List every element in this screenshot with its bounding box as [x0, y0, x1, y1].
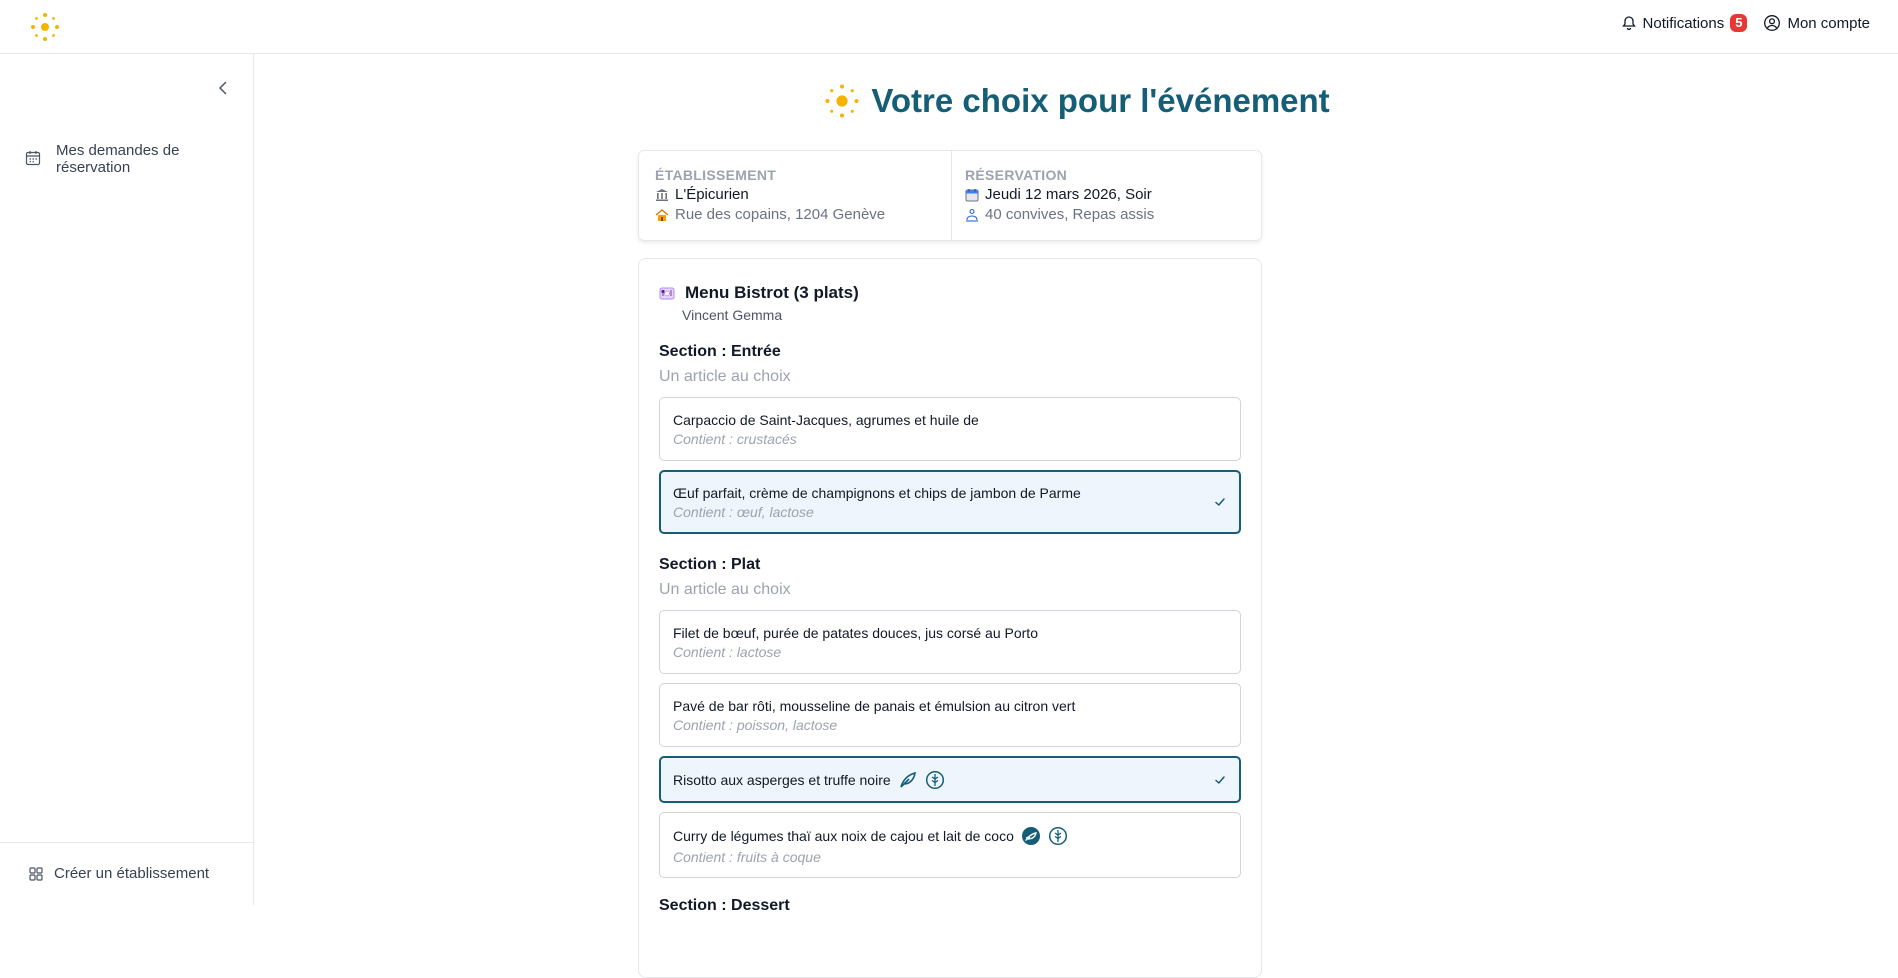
menu-option[interactable] [659, 812, 1241, 878]
check-icon [1213, 773, 1227, 787]
reservation-info [951, 151, 1261, 240]
option-name: Œuf parfait, crème de champignons et chips de jambon de Parme [673, 484, 1081, 501]
bank-building-icon [655, 188, 669, 202]
reservation-date: Jeudi 12 mars 2026, Soir [985, 186, 1152, 203]
option-allergens: Contient : poisson, lactose [673, 716, 838, 733]
establishment-label: ÉTABLISSEMENT [655, 167, 777, 183]
vegan-icon [1021, 826, 1041, 846]
section-subtitle: Un article au choix [659, 368, 791, 385]
account-button[interactable] [1763, 14, 1870, 32]
notifications-button[interactable] [1621, 14, 1748, 32]
option-name-row [673, 770, 1227, 790]
establishment-info [639, 151, 951, 240]
user-circle-icon [1763, 14, 1781, 32]
menu-option[interactable] [659, 397, 1241, 461]
calendar-date-icon [965, 188, 979, 202]
menu-option-selected[interactable] [659, 470, 1241, 534]
grid-icon [28, 866, 44, 882]
section-title: Section : Plat [659, 556, 761, 573]
top-bar [0, 0, 1898, 54]
create-establishment-label: Créer un établissement [54, 865, 210, 882]
establishment-name: L'Épicurien [675, 186, 749, 203]
option-allergens: Contient : crustacés [673, 430, 797, 447]
page-title-text: Votre choix pour l'événement [871, 82, 1330, 119]
sidebar-item-reservation-requests[interactable] [24, 142, 234, 176]
sidebar-footer [0, 842, 254, 905]
menu-card [638, 258, 1262, 978]
menu-option[interactable] [659, 610, 1241, 674]
calendar-icon [24, 149, 42, 167]
sidebar-item-label: Mes demandes de réservation [56, 142, 180, 176]
option-allergens: Contient : fruits à coque [673, 848, 821, 865]
reservation-guests-row [965, 205, 1245, 225]
account-label: Mon compte [1787, 14, 1870, 32]
option-allergens: Contient : œuf, lactose [673, 503, 814, 520]
reservation-label: RÉSERVATION [965, 167, 1068, 183]
vegetarian-leaf-icon [898, 770, 918, 790]
option-name-row [673, 826, 1227, 846]
gluten-free-icon [925, 770, 945, 790]
menu-name: Menu Bistrot (3 plats) [685, 283, 859, 302]
menu-option[interactable] [659, 683, 1241, 747]
option-name: Risotto aux asperges et truffe noire [673, 771, 891, 788]
gluten-free-icon [1048, 826, 1068, 846]
option-allergens: Contient : lactose [673, 643, 782, 660]
menu-chef: Vincent Gemma [682, 307, 783, 323]
page-title [255, 82, 1898, 120]
option-name: Curry de légumes thaï aux noix de cajou et lait de coco [673, 827, 1014, 844]
sun-icon [823, 82, 861, 120]
establishment-address: Rue des copains, 1204 Genève [675, 206, 886, 223]
section-title: Section : Entrée [659, 343, 781, 360]
event-info-card [638, 150, 1262, 241]
check-icon [1213, 495, 1227, 509]
menu-option-selected[interactable] [659, 756, 1241, 803]
section-subtitle: Un article au choix [659, 581, 791, 598]
bell-icon [1621, 15, 1637, 31]
create-establishment-button[interactable] [28, 865, 209, 882]
sun-logo-icon[interactable] [28, 10, 62, 44]
plate-cutlery-icon [659, 285, 675, 301]
chevron-left-icon[interactable] [213, 78, 233, 98]
sidebar [0, 54, 254, 905]
top-right-nav [1621, 14, 1870, 32]
notifications-count-badge: 5 [1730, 14, 1747, 32]
main-content [255, 54, 1898, 914]
establishment-name-row [655, 185, 935, 205]
house-icon [655, 208, 669, 222]
notifications-label: Notifications [1642, 14, 1725, 32]
reservation-guests: 40 convives, Repas assis [985, 206, 1155, 223]
menu-header [659, 283, 859, 303]
establishment-address-row [655, 205, 935, 225]
section-title: Section : Dessert [659, 897, 790, 914]
option-name: Carpaccio de Saint-Jacques, agrumes et huile de [673, 411, 979, 428]
option-name: Filet de bœuf, purée de patates douces, jus corsé au Porto [673, 624, 1038, 641]
option-name: Pavé de bar rôti, mousseline de panais et émulsion au citron vert [673, 697, 1076, 714]
reservation-date-row [965, 185, 1245, 205]
people-icon [965, 208, 979, 222]
